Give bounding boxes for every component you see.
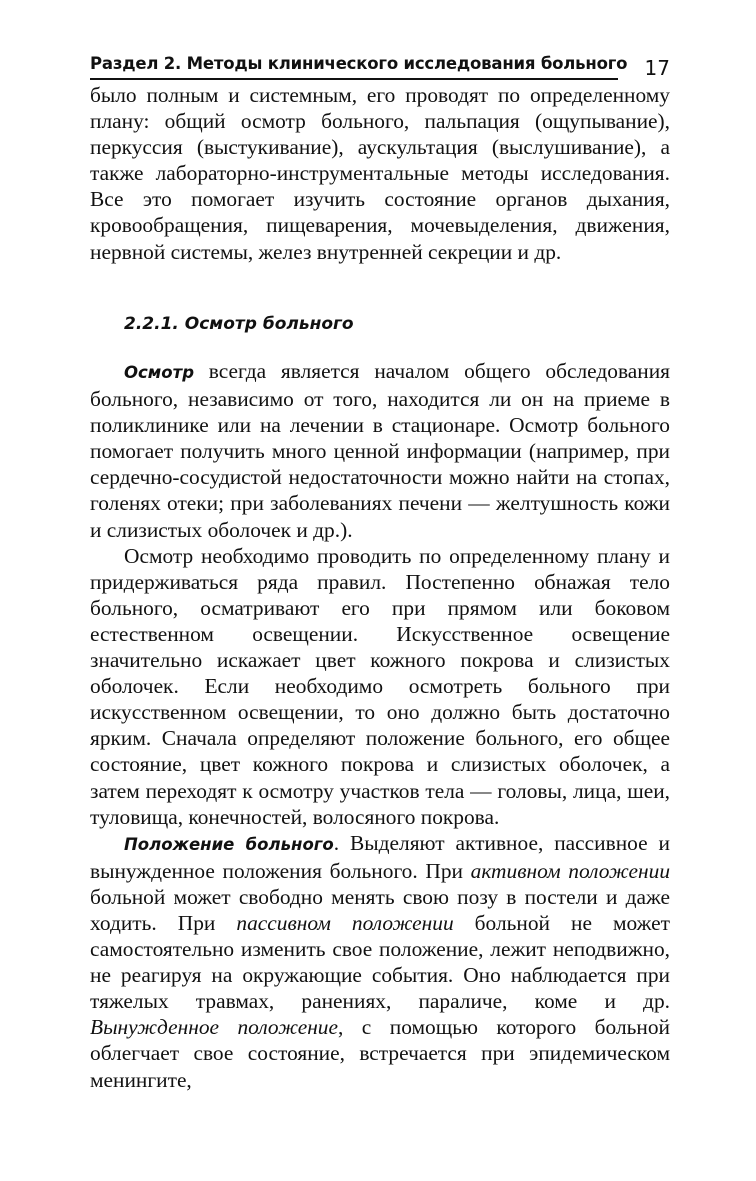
section-body (90, 358, 670, 1093)
running-title: Раздел 2. Методы клинического исследования больного (90, 54, 628, 73)
header-rule (90, 78, 618, 80)
position-text-a: . Выделяют активное, пассивное и вынужденное положения больного. При (90, 830, 670, 883)
intro-paragraph-block (90, 82, 670, 265)
position-text-c: больной не может самостоятельно изменить свое положение, лежит неподвижно, не реагируя на окружающие события. Оно наблюдается при тяжелых травмах, ранениях, параличе, коме и др. (90, 910, 671, 1014)
term-forced-position: Вынужденное положение (90, 1015, 338, 1040)
term-passive-position: пассивном положении (236, 910, 454, 935)
section-heading: 2.2.1. Осмотр больного (124, 314, 354, 334)
paragraph-examination-rules: Осмотр необходимо проводить по определенному плану и придерживаться ряда правил. Постепенно обнажая тело больного, осматривают его при прямом или боковом естественном освещении. Искусственное освещение значительно искажает цвет кожного покрова и слизистых оболочек. Если необходимо осмотреть больного при искусственном освещении, то оно должно быть достаточно ярким. Сначала определяют положение больного, его общее состояние, цвет кожного покрова и слизистых оболочек, а затем переходят к осмотру участков тела — головы, лица, шеи, туловища, конечностей, волосяного покрова. (90, 543, 670, 829)
intro-paragraph: было полным и системным, его проводят по определенному плану: общий осмотр больного, пальпация (ощупывание), перкуссия (выстукивание), аускультация (выслушивание), а также лабораторно-инструментальные методы исследования. Все это помогает изучить состояние органов дыхания, кровообращения, пищеварения, мочевыделения, движения, нервной системы, желез внутренней секреции и др. (90, 83, 670, 264)
term-patient-position: Положение больного (124, 834, 334, 854)
term-examination: Осмотр (124, 363, 195, 382)
term-active-position: активном положении (470, 858, 671, 883)
paragraph-examination-text: всегда является началом общего обследования больного, независимо от того, находится ли он на приеме в поликлинике или на лечении в стационаре. Осмотр больного помогает получить много ценной информации (например, при сердечно-сосудистой недостаточности можно найти на стопах, голенях отеки; при заболеваниях печени — желтушность кожи и слизистых оболочек и др.). (90, 359, 670, 542)
position-text-d: , с помощью которого больной облегчает свое состояние, встречается при эпидемическом менингите, (90, 1015, 670, 1092)
page-number: 17 (644, 56, 670, 80)
position-text-b: больной может свободно менять свою позу в постели и даже ходить. При (90, 884, 670, 935)
running-header (90, 50, 670, 80)
paragraph-patient-position (90, 830, 670, 1093)
paragraph-examination (90, 358, 670, 543)
